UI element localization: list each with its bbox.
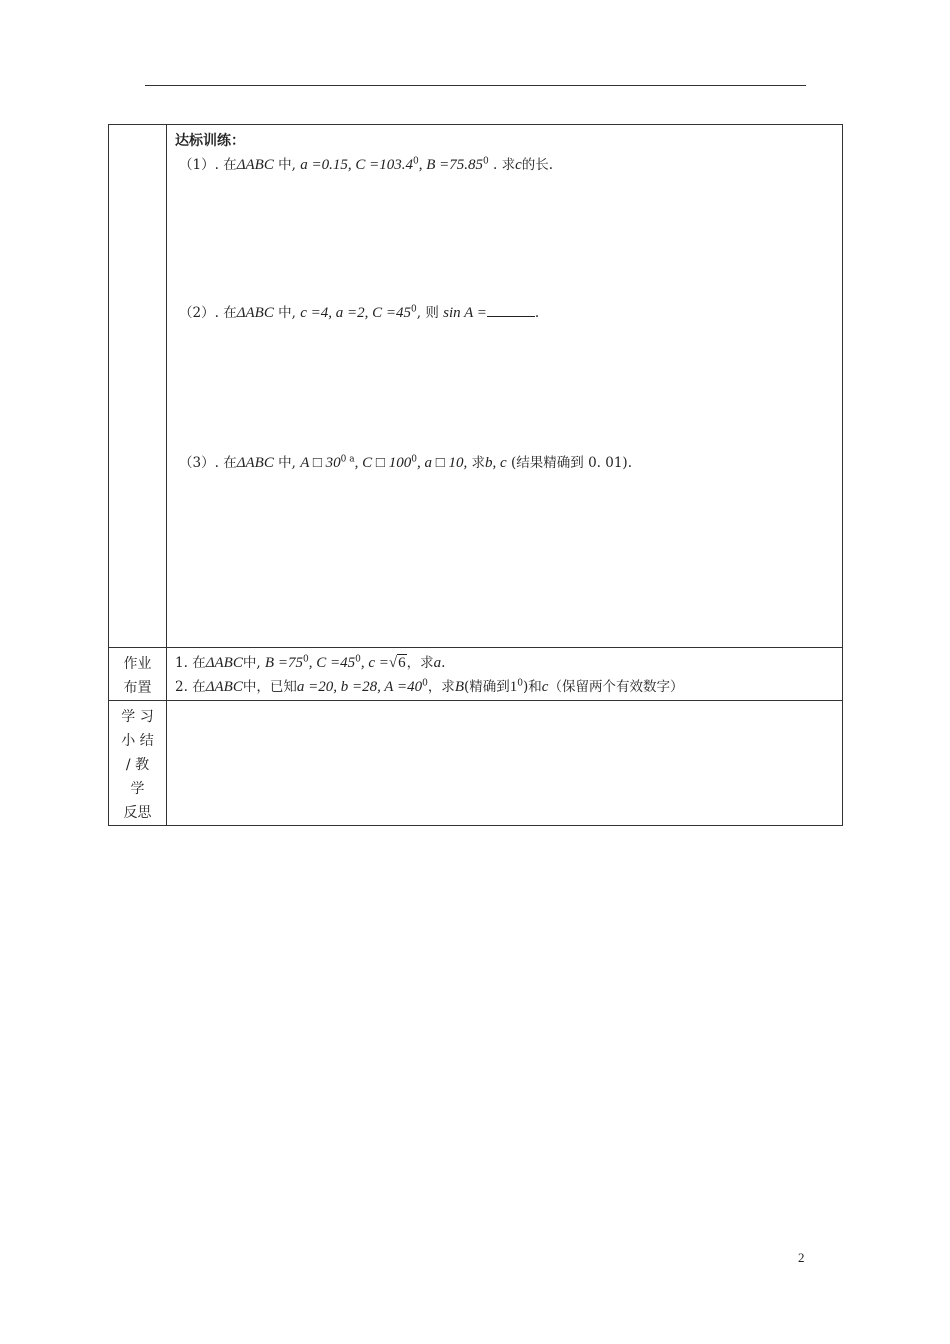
answer-blank[interactable] [487,304,535,317]
homework-label-line1: 作业 [123,656,152,672]
lesson-table [108,124,843,826]
homework-label-line2: 布置 [123,680,152,696]
section-title: 达标训练： [175,133,245,149]
problem-2: （2）. 在ΔABC 中, c =4, a =2, $C =45^0$, 则 sin A = . [179,304,540,321]
summary-row [109,701,843,826]
problem-3: （3）. 在ΔABC 中, A □ $30^{0 a}$, C □ $100^0$, a □ 10, 求b, c (结果精确到 0. 01). [179,454,632,471]
homework-row [109,648,843,701]
homework-item-2: 2. 在ΔABC中，已知a =20, b =28, $A =40^0$，求B(精确到$1^0$)和c（保留两个有效数字） [175,678,684,695]
homework-content-cell [167,648,843,701]
page-number: 2 [798,1250,805,1265]
header-rule [145,85,806,86]
homework-label-cell [109,648,167,701]
homework-item-1: 1. 在ΔABC中, $B =75^0$, $C =45^0$, c =√6，求a. [175,654,446,671]
practice-label-cell [109,125,167,648]
summary-content-cell[interactable] [167,701,843,826]
practice-row [109,125,843,648]
summary-label-cell: 学 习 小 结 / 教 学 反思 [109,701,167,826]
problem-1: （1）. 在ΔABC 中, a =0.15, $C =103.4^0$, $B =75.85^0$ . 求c的长. [179,156,554,173]
practice-content-cell [167,125,843,648]
